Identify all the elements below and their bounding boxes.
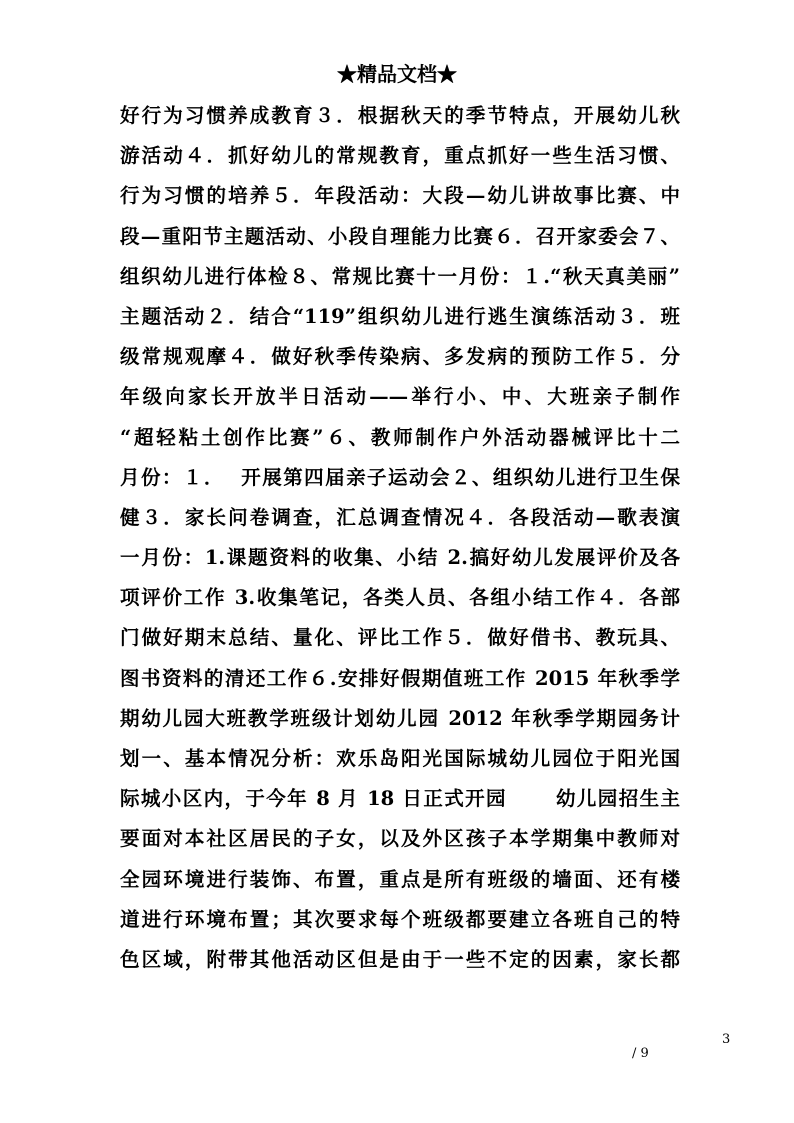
body-line: 道进行环境布置；其次要求每个班级都要建立各班自己的特 xyxy=(120,907,680,931)
body-line: 组织幼儿进行体检８、常规比赛十一月份：１.“秋天真美丽” xyxy=(120,264,680,288)
body-line: 年级向家长开放半日活动——举行小、中、大班亲子制作 xyxy=(120,385,680,409)
body-line: 月份：１． 开展第四届亲子运动会２、组织幼儿进行卫生保 xyxy=(120,465,680,489)
body-line: 级常规观摩４．做好秋季传染病、多发病的预防工作５．分 xyxy=(120,345,680,369)
body-line: 主题活动２．结合“119”组织幼儿进行逃生演练活动３．班 xyxy=(120,304,680,328)
document-body xyxy=(120,96,680,980)
body-line: 要面对本社区居民的子女，以及外区孩子本学期集中教师对 xyxy=(120,827,680,851)
body-line: 门做好期末总结、量化、评比工作５．做好借书、教玩具、 xyxy=(120,626,680,650)
page-number: 3 xyxy=(722,1032,731,1047)
body-line: 际城小区内，于今年 8 月 18 日正式开园 幼儿园招生主 xyxy=(120,787,680,811)
page-total: / 9 xyxy=(632,1046,649,1061)
body-line: 段—重阳节主题活动、小段自理能力比赛６．召开家委会７、 xyxy=(120,224,680,248)
body-line: 健３．家长问卷调查，汇总调查情况４．各段活动—歌表演 xyxy=(120,505,680,529)
body-line: 图书资料的清还工作６.安排好假期值班工作 2015 年秋季学 xyxy=(120,666,680,690)
body-line: 好行为习惯养成教育３．根据秋天的季节特点，开展幼儿秋 xyxy=(120,104,680,127)
body-line: 行为习惯的培养５．年段活动：大段—幼儿讲故事比赛、中 xyxy=(120,184,680,208)
body-line: “超轻粘土创作比赛”６、教师制作户外活动器械评比十二 xyxy=(120,425,680,449)
document-header: ★精品文档★ xyxy=(337,62,457,86)
body-line: 色区域，附带其他活动区但是由于一些不定的因素，家长都 xyxy=(120,947,680,971)
body-line: 划一、基本情况分析：欢乐岛阳光国际城幼儿园位于阳光国 xyxy=(120,747,680,770)
body-line: 项评价工作 3.收集笔记，各类人员、各组小结工作４．各部 xyxy=(120,586,680,610)
body-line: 全园环境进行装饰、布置，重点是所有班级的墙面、还有楼 xyxy=(120,867,680,891)
body-line: 一月份：1.课题资料的收集、小结 2.搞好幼儿发展评价及各 xyxy=(120,546,680,570)
body-line: 期幼儿园大班教学班级计划幼儿园 2012 年秋季学期园务计 xyxy=(120,706,680,730)
body-line: 游活动４．抓好幼儿的常规教育，重点抓好一些生活习惯、 xyxy=(120,144,680,168)
